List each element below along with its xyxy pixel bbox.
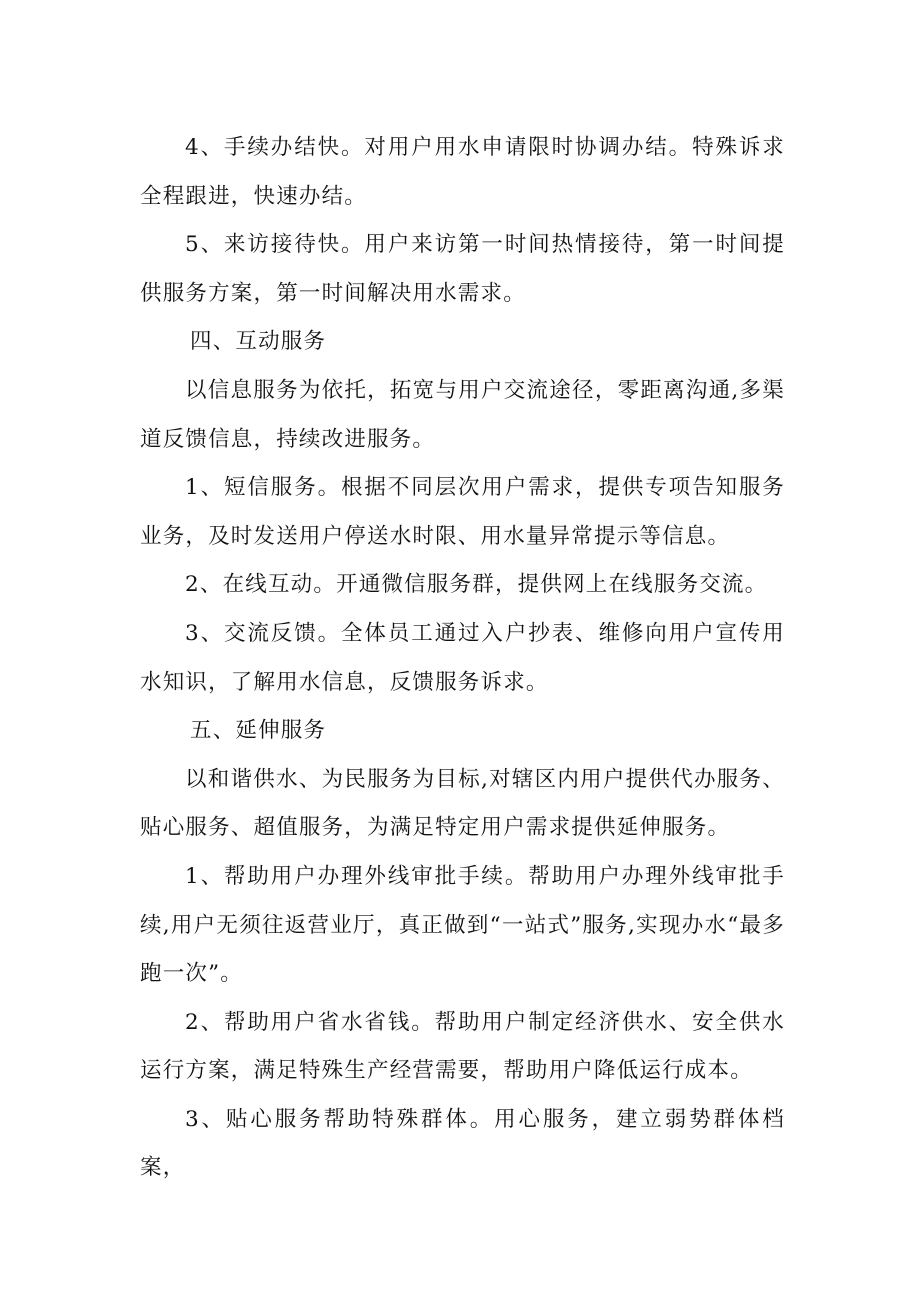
paragraph-extended-intro: 以和谐供水、为民服务为目标,对辖区内用户提供代办服务、贴心服务、超值服务，为满足特定用户需求提供延伸服务。: [140, 766, 785, 841]
paragraph-item-1-sms-service: 1、短信服务。根据不同层次用户需求，提供专项告知服务业务，及时发送用户停送水时限、用水量异常提示等信息。: [140, 475, 785, 549]
paragraph-item-5-fast-reception: 5、来访接待快。用户来访第一时间热情接待，第一时间提供服务方案，第一时间解决用水需求。: [140, 232, 785, 306]
document-page: [140, 124, 785, 1193]
section-heading-interactive-service: 四、互动服务: [190, 329, 327, 355]
paragraph-item-3-feedback: 3、交流反馈。全体员工通过入户抄表、维修向用户宣传用水知识，了解用水信息，反馈服务诉求。: [140, 620, 785, 695]
paragraph-item-1-external-approval: 1、帮助用户办理外线审批手续。帮助用户办理外线审批手续,用户无须往返营业厅，真正做到“一站式”服务,实现办水“最多跑一次”。: [140, 863, 785, 987]
paragraph-item-3-special-groups: 3、贴心服务帮助特殊群体。用心服务，建立弱势群体档案，: [140, 1106, 785, 1181]
section-heading-extended-service: 五、延伸服务: [190, 718, 327, 744]
paragraph-interactive-intro: 以信息服务为依托，拓宽与用户交流途径，零距离沟通,多渠道反馈信息，持续改进服务。: [140, 377, 785, 452]
paragraph-item-2-online-interaction: 2、在线互动。开通微信服务群，提供网上在线服务交流。: [185, 572, 768, 598]
paragraph-item-2-save-water: 2、帮助用户省水省钱。帮助用户制定经济供水、安全供水运行方案，满足特殊生产经营需要，帮助用户降低运行成本。: [140, 1009, 785, 1084]
paragraph-item-4-fast-processing: 4、手续办结快。对用户用水申请限时协调办结。特殊诉求全程跟进，快速办结。: [140, 135, 785, 209]
